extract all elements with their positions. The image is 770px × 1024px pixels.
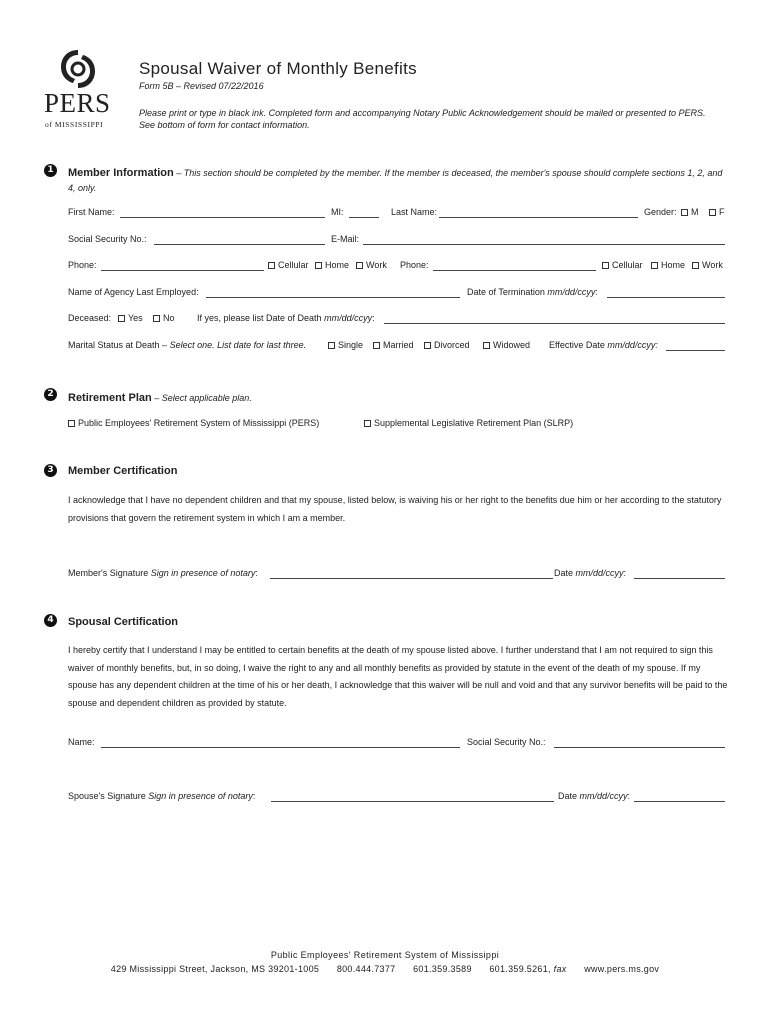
email-field[interactable]	[363, 244, 725, 245]
section-1-number: 1	[44, 164, 57, 177]
first-name-field[interactable]	[120, 217, 325, 218]
deceased-yes-option[interactable]	[118, 313, 143, 324]
divorced-label: Divorced	[434, 340, 470, 350]
effective-date-label	[549, 340, 658, 351]
section-2-number: 2	[44, 388, 57, 401]
work-label: Work	[702, 260, 723, 270]
member-signature-label: Member's Signature Sign in presence of notary:	[68, 568, 258, 578]
member-date-format: mm/dd/ccyy	[575, 568, 624, 578]
phone-1-home-option[interactable]	[315, 260, 349, 271]
spouse-signature-text: Spouse's Signature	[68, 791, 149, 801]
last-name-label: Last Name:	[391, 207, 438, 217]
gender-f-label: F	[719, 207, 725, 217]
spouse-date-field[interactable]	[634, 801, 725, 802]
member-signature-text: Member's Signature	[68, 568, 151, 578]
plan-pers-label: Public Employees' Retirement System of Mississippi (PERS)	[78, 418, 320, 428]
pers-logo	[42, 48, 114, 130]
gender-f-option[interactable]	[709, 207, 725, 218]
cellular-label: Cellular	[612, 260, 643, 270]
termination-label: Date of Termination mm/dd/ccyy:	[467, 287, 598, 297]
deceased-label: Deceased:	[68, 313, 112, 323]
gender-m-label: M	[691, 207, 699, 217]
footer-address: 429 Mississippi Street, Jackson, MS 39201-1005	[110, 964, 320, 974]
spousal-certification-text: I hereby certify that I understand I may be entitled to certain benefits at the death of my spouse listed above. I further understand that I am not required to sign this waiver of monthly benefits, but, in so doing, I waive the right to any and all monthly benefits as provided by statute in the event of the death of my spouse. If my spouse has any dependent children at the time of his or her death, I acknowledge that this waiver will be null and void and that any survivor benefits will be paid to the spouse and dependent children as provided by statute.	[68, 645, 728, 708]
section-1-note: – This section should be completed by the member. If the member is deceased, the member's spouse should complete sections 1, 2, and 4, only.	[68, 168, 723, 193]
spouse-date-format: mm/dd/ccyy	[579, 791, 628, 801]
home-label: Home	[325, 260, 350, 270]
section-3-title: Member Certification	[68, 465, 178, 477]
home-label: Home	[661, 260, 686, 270]
phone-2-work-option[interactable]	[692, 260, 723, 271]
member-certification-text: I acknowledge that I have no dependent children and that my spouse, listed below, is waiving his or her right to the benefits due him or her according to the statutory provisions that govern the retirement system in which I am a member.	[68, 495, 722, 523]
footer-fax: 601.359.5261,	[489, 964, 551, 974]
termination-format: mm/dd/ccyy	[547, 287, 596, 297]
marital-text: Marital Status at Death –	[68, 340, 170, 350]
plan-slrp-label: Supplemental Legislative Retirement Plan (SLRP)	[374, 418, 574, 428]
death-date-field[interactable]	[384, 323, 725, 324]
spouse-signature-field[interactable]	[271, 801, 554, 802]
married-checkbox[interactable]	[373, 342, 380, 349]
email-label: E-Mail:	[331, 234, 360, 244]
agency-field[interactable]	[206, 297, 460, 298]
plan-slrp-option[interactable]	[364, 418, 573, 429]
pers-emblem-icon	[58, 48, 98, 90]
phone-1-cellular-option[interactable]	[268, 260, 309, 271]
divorced-option[interactable]	[424, 340, 470, 351]
footer-fax-label: fax	[553, 964, 567, 974]
widowed-checkbox[interactable]	[483, 342, 490, 349]
section-1-title: Member Information	[68, 167, 174, 179]
section-3-number: 3	[44, 464, 57, 477]
section-2-title: Retirement Plan	[68, 392, 152, 404]
death-date-label: If yes, please list Date of Death mm/dd/ccyy:	[197, 313, 375, 323]
mi-field[interactable]	[349, 217, 379, 218]
yes-label: Yes	[128, 313, 143, 323]
member-date-field[interactable]	[634, 578, 725, 579]
single-label: Single	[338, 340, 364, 350]
deceased-yes-checkbox[interactable]	[118, 315, 125, 322]
widowed-label: Widowed	[493, 340, 531, 350]
no-label: No	[163, 313, 175, 323]
mi-label: MI:	[331, 207, 344, 217]
single-checkbox[interactable]	[328, 342, 335, 349]
phone-1-work-option[interactable]	[356, 260, 387, 271]
death-date-text: If yes, please list Date of Death	[197, 313, 325, 323]
deceased-no-checkbox[interactable]	[153, 315, 160, 322]
spouse-date-label: Date mm/dd/ccyy:	[558, 791, 631, 801]
member-date-label: Date mm/dd/ccyy:	[554, 568, 627, 578]
phone-2-cellular-option[interactable]	[602, 260, 643, 271]
gender-m-checkbox[interactable]	[681, 209, 688, 216]
phone-1-cellular-checkbox[interactable]	[268, 262, 275, 269]
spouse-ssn-label: Social Security No.:	[467, 737, 546, 747]
gender-m-option[interactable]	[681, 207, 699, 218]
termination-date-field[interactable]	[607, 297, 725, 298]
marital-note: Select one. List date for last three.	[169, 340, 307, 350]
ssn-field[interactable]	[154, 244, 325, 245]
plan-slrp-checkbox[interactable]	[364, 420, 371, 427]
effective-format: mm/dd/ccyy:	[607, 340, 658, 350]
member-date-text: Date	[554, 568, 576, 578]
gender-f-checkbox[interactable]	[709, 209, 716, 216]
death-date-format: mm/dd/ccyy	[324, 313, 373, 323]
spouse-signature-note: Sign in presence of notary	[148, 791, 253, 801]
form-title: Spousal Waiver of Monthly Benefits	[139, 59, 417, 78]
phone-1-work-checkbox[interactable]	[356, 262, 363, 269]
phone-1-label: Phone:	[68, 260, 97, 270]
spouse-name-label: Name:	[68, 737, 95, 747]
single-option[interactable]	[328, 340, 363, 351]
effective-date-field[interactable]	[666, 350, 725, 351]
logo-subtitle: of MISSISSIPPI	[45, 120, 104, 129]
ssn-label: Social Security No.:	[68, 234, 147, 244]
work-label: Work	[366, 260, 387, 270]
effective-text: Effective Date	[549, 340, 608, 350]
phone-2-home-option[interactable]	[651, 260, 685, 271]
footer-contact	[0, 964, 770, 975]
plan-pers-option[interactable]	[68, 418, 319, 429]
divorced-checkbox[interactable]	[424, 342, 431, 349]
phone-2-label: Phone:	[400, 260, 429, 270]
phone-2-work-checkbox[interactable]	[692, 262, 699, 269]
phone-2-cellular-checkbox[interactable]	[602, 262, 609, 269]
first-name-label: First Name:	[68, 207, 115, 217]
marital-status-label	[68, 340, 306, 351]
section-2-note: – Select applicable plan.	[151, 393, 252, 403]
last-name-field[interactable]	[439, 217, 638, 218]
footer-phone-1: 800.444.7377	[336, 964, 396, 974]
agency-label: Name of Agency Last Employed:	[68, 287, 199, 297]
spouse-name-field[interactable]	[101, 747, 460, 748]
logo-brand: PERS	[44, 88, 111, 118]
section-2-heading	[68, 388, 252, 406]
spouse-ssn-field[interactable]	[554, 747, 725, 748]
phone-2-field[interactable]	[433, 270, 596, 271]
member-signature-note: Sign in presence of notary	[150, 568, 256, 578]
phone-1-home-checkbox[interactable]	[315, 262, 322, 269]
footer-phone-2: 601.359.3589	[413, 964, 472, 974]
widowed-option[interactable]	[483, 340, 530, 351]
spouse-date-text: Date	[558, 791, 580, 801]
footer-org: Public Employees' Retirement System of Mississippi	[270, 950, 500, 960]
plan-pers-checkbox[interactable]	[68, 420, 75, 427]
section-4-title: Spousal Certification	[68, 616, 179, 628]
married-option[interactable]	[373, 340, 414, 351]
form-instructions: Please print or type in black ink. Completed form and accompanying Notary Public Acknowledgement should be mailed or presented to PERS. See bottom of form for contact information.	[139, 108, 706, 130]
phone-1-field[interactable]	[101, 270, 264, 271]
married-label: Married	[383, 340, 414, 350]
phone-2-home-checkbox[interactable]	[651, 262, 658, 269]
deceased-no-option[interactable]	[153, 313, 175, 324]
gender-label: Gender:	[644, 207, 677, 217]
spouse-signature-label: Spouse's Signature Sign in presence of notary:	[68, 791, 256, 801]
termination-text: Date of Termination	[467, 287, 548, 297]
footer-website[interactable]: www.pers.ms.gov	[584, 964, 660, 974]
section-1-heading	[68, 165, 728, 194]
cellular-label: Cellular	[278, 260, 309, 270]
member-signature-field[interactable]	[270, 578, 553, 579]
form-revision: Form 5B – Revised 07/22/2016	[139, 81, 264, 91]
section-4-number: 4	[44, 614, 57, 627]
